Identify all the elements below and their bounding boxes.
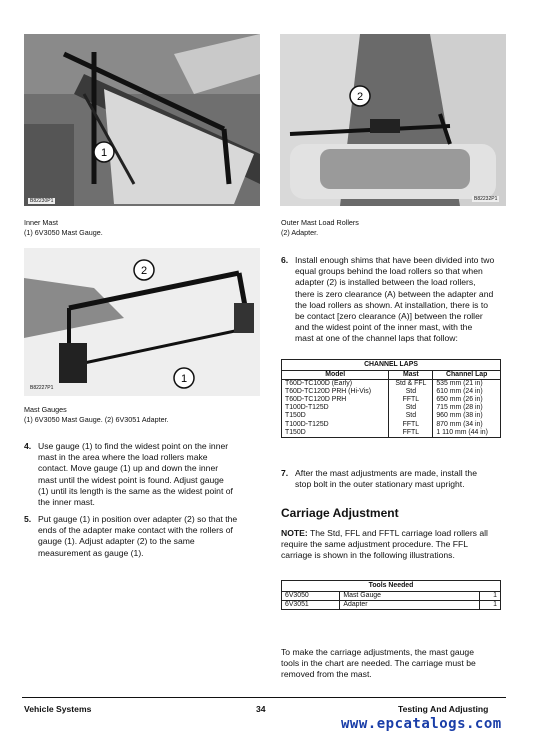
cell-model: T150D xyxy=(282,412,389,420)
table-row xyxy=(282,396,501,404)
step-number: 5. xyxy=(24,514,32,524)
cell-channel-lap: 870 mm (34 in) xyxy=(433,421,501,429)
cell-quantity: 1 xyxy=(480,601,501,610)
step-line: ends of the adapter make contact with the rollers of xyxy=(38,525,233,536)
carriage-note xyxy=(281,528,511,562)
callout-number: 2 xyxy=(356,91,364,103)
note-line: carriage is shown in the following illustrations. xyxy=(281,550,455,561)
footer-right: Testing And Adjusting xyxy=(398,704,489,714)
caption-mast-gauges xyxy=(24,405,169,424)
step-line: and the widest point of the inner mast, with the xyxy=(295,322,473,333)
step-line: Use gauge (1) to find the widest point on the inner xyxy=(38,441,229,451)
step-line: gauge (1). Adjust adapter (2) to the same xyxy=(38,536,195,547)
table-title: CHANNEL LAPS xyxy=(282,360,501,371)
step-line: (1) until its length is the same as the widest point of xyxy=(38,485,233,496)
step-7 xyxy=(281,468,511,492)
paragraph-line: tools in the chart are needed. The carriage must be xyxy=(281,658,476,669)
step-line: After the mast adjustments are made, install the xyxy=(295,468,477,478)
page-number: 34 xyxy=(256,704,266,714)
caption-detail: (2) Adapter. xyxy=(281,227,319,237)
section-heading: Carriage Adjustment xyxy=(281,506,399,520)
step-5 xyxy=(24,514,274,562)
photo-id-label: B82227P1 xyxy=(30,385,54,391)
cell-model: T150D xyxy=(282,429,389,438)
caption-detail: (1) 6V3050 Mast Gauge. (2) 6V3051 Adapter. xyxy=(24,414,169,424)
callout-2-mast-gauges xyxy=(132,258,156,282)
photo-id-label: B82232P1 xyxy=(474,196,498,202)
step-line: the load rollers as shown. At installation, there is to xyxy=(295,299,488,310)
caption-inner-mast xyxy=(24,218,103,237)
step-line: Install enough shims that have been divided into two xyxy=(295,255,495,265)
table-row xyxy=(282,601,501,610)
paragraph-line: removed from the mast. xyxy=(281,669,372,680)
step-line: mast in the area where the load rollers make xyxy=(38,452,208,463)
caption-title: Inner Mast xyxy=(24,218,58,227)
step-number: 4. xyxy=(24,441,32,451)
step-line: the inner mast. xyxy=(38,497,95,508)
cell-mast: FFTL xyxy=(389,421,433,429)
callout-number: 1 xyxy=(180,373,188,385)
cell-mast: FFTL xyxy=(389,429,433,438)
column-header-mast: Mast xyxy=(389,371,433,380)
note-line: require the same adjustment procedure. The FFL xyxy=(281,539,469,550)
cell-channel-lap: 610 mm (24 in) xyxy=(433,388,501,396)
note-label: NOTE: xyxy=(281,528,308,538)
table-row xyxy=(282,429,501,438)
step-line: adapter (2) is installed between the load rollers, xyxy=(295,277,476,288)
step-line: there is zero clearance (A) between the adapter and xyxy=(295,288,494,299)
inner-mast-photo xyxy=(24,34,260,206)
callout-2-outer-mast xyxy=(348,84,372,108)
table-row xyxy=(282,421,501,429)
closing-paragraph xyxy=(281,647,511,681)
watermark: www.epcatalogs.com xyxy=(341,716,502,732)
table-row xyxy=(282,380,501,389)
cell-channel-lap: 650 mm (26 in) xyxy=(433,396,501,404)
cell-model: T60D-TC100D (Early) xyxy=(282,380,389,389)
step-line: be contact [zero clearance (A)] between the roller xyxy=(295,311,483,322)
outer-mast-photo xyxy=(280,34,506,206)
table-row xyxy=(282,412,501,420)
cell-mast: Std & FFL xyxy=(389,380,433,389)
paragraph-line: To make the carriage adjustments, the mast gauge xyxy=(281,647,474,657)
step-6 xyxy=(281,255,511,347)
table-row xyxy=(282,388,501,396)
cell-mast: Std xyxy=(389,404,433,412)
step-line: stop bolt in the outer stationary mast upright. xyxy=(295,479,465,490)
caption-detail: (1) 6V3050 Mast Gauge. xyxy=(24,227,103,237)
cell-model: T100D-T125D xyxy=(282,404,389,412)
table-row xyxy=(282,404,501,412)
footer-left: Vehicle Systems xyxy=(24,704,92,714)
tools-needed-table xyxy=(281,580,501,610)
caption-title: Mast Gauges xyxy=(24,405,67,414)
cell-description: Adapter xyxy=(340,601,480,610)
cell-channel-lap: 535 mm (21 in) xyxy=(433,380,501,389)
step-line: mast until the widest point is found. Adjust gauge xyxy=(38,474,224,485)
cell-description: Mast Gauge xyxy=(340,592,480,601)
step-number: 7. xyxy=(281,468,289,478)
column-header-model: Model xyxy=(282,371,389,380)
channel-laps-table xyxy=(281,359,501,438)
cell-mast: Std xyxy=(389,388,433,396)
step-line: mast at one of the channel laps that follow: xyxy=(295,333,458,344)
cell-mast: FFTL xyxy=(389,396,433,404)
callout-1-mast-gauges xyxy=(172,366,196,390)
step-line: equal groups behind the load rollers so that when xyxy=(295,266,483,277)
step-4 xyxy=(24,441,274,511)
table-title: Tools Needed xyxy=(282,581,501,592)
caption-title: Outer Mast Load Rollers xyxy=(281,218,359,227)
step-number: 6. xyxy=(281,255,289,265)
callout-number: 1 xyxy=(100,147,108,159)
cell-quantity: 1 xyxy=(480,592,501,601)
cell-model: T100D-T125D xyxy=(282,421,389,429)
table-row xyxy=(282,592,501,601)
step-line: contact. Move gauge (1) up and down the inner xyxy=(38,463,219,474)
photo-id-label: B82230P1 xyxy=(30,198,54,204)
cell-part-number: 6V3050 xyxy=(282,592,340,601)
step-line: Put gauge (1) in position over adapter (2) so that the xyxy=(38,514,238,524)
callout-number: 2 xyxy=(140,265,148,277)
note-line: The Std, FFL and FFTL carriage load rollers all xyxy=(307,528,488,538)
footer-divider xyxy=(22,697,506,698)
cell-channel-lap: 1 110 mm (44 in) xyxy=(433,429,501,438)
callout-1-inner-mast xyxy=(92,140,116,164)
cell-mast: Std xyxy=(389,412,433,420)
cell-model: T60D-TC120D PRH (Hi-Vis) xyxy=(282,388,389,396)
cell-channel-lap: 715 mm (28 in) xyxy=(433,404,501,412)
cell-channel-lap: 960 mm (38 in) xyxy=(433,412,501,420)
cell-part-number: 6V3051 xyxy=(282,601,340,610)
cell-model: T60D-TC120D PRH xyxy=(282,396,389,404)
caption-outer-mast xyxy=(281,218,359,237)
column-header-channel-lap: Channel Lap xyxy=(433,371,501,380)
step-line: measurement as gauge (1). xyxy=(38,547,144,558)
